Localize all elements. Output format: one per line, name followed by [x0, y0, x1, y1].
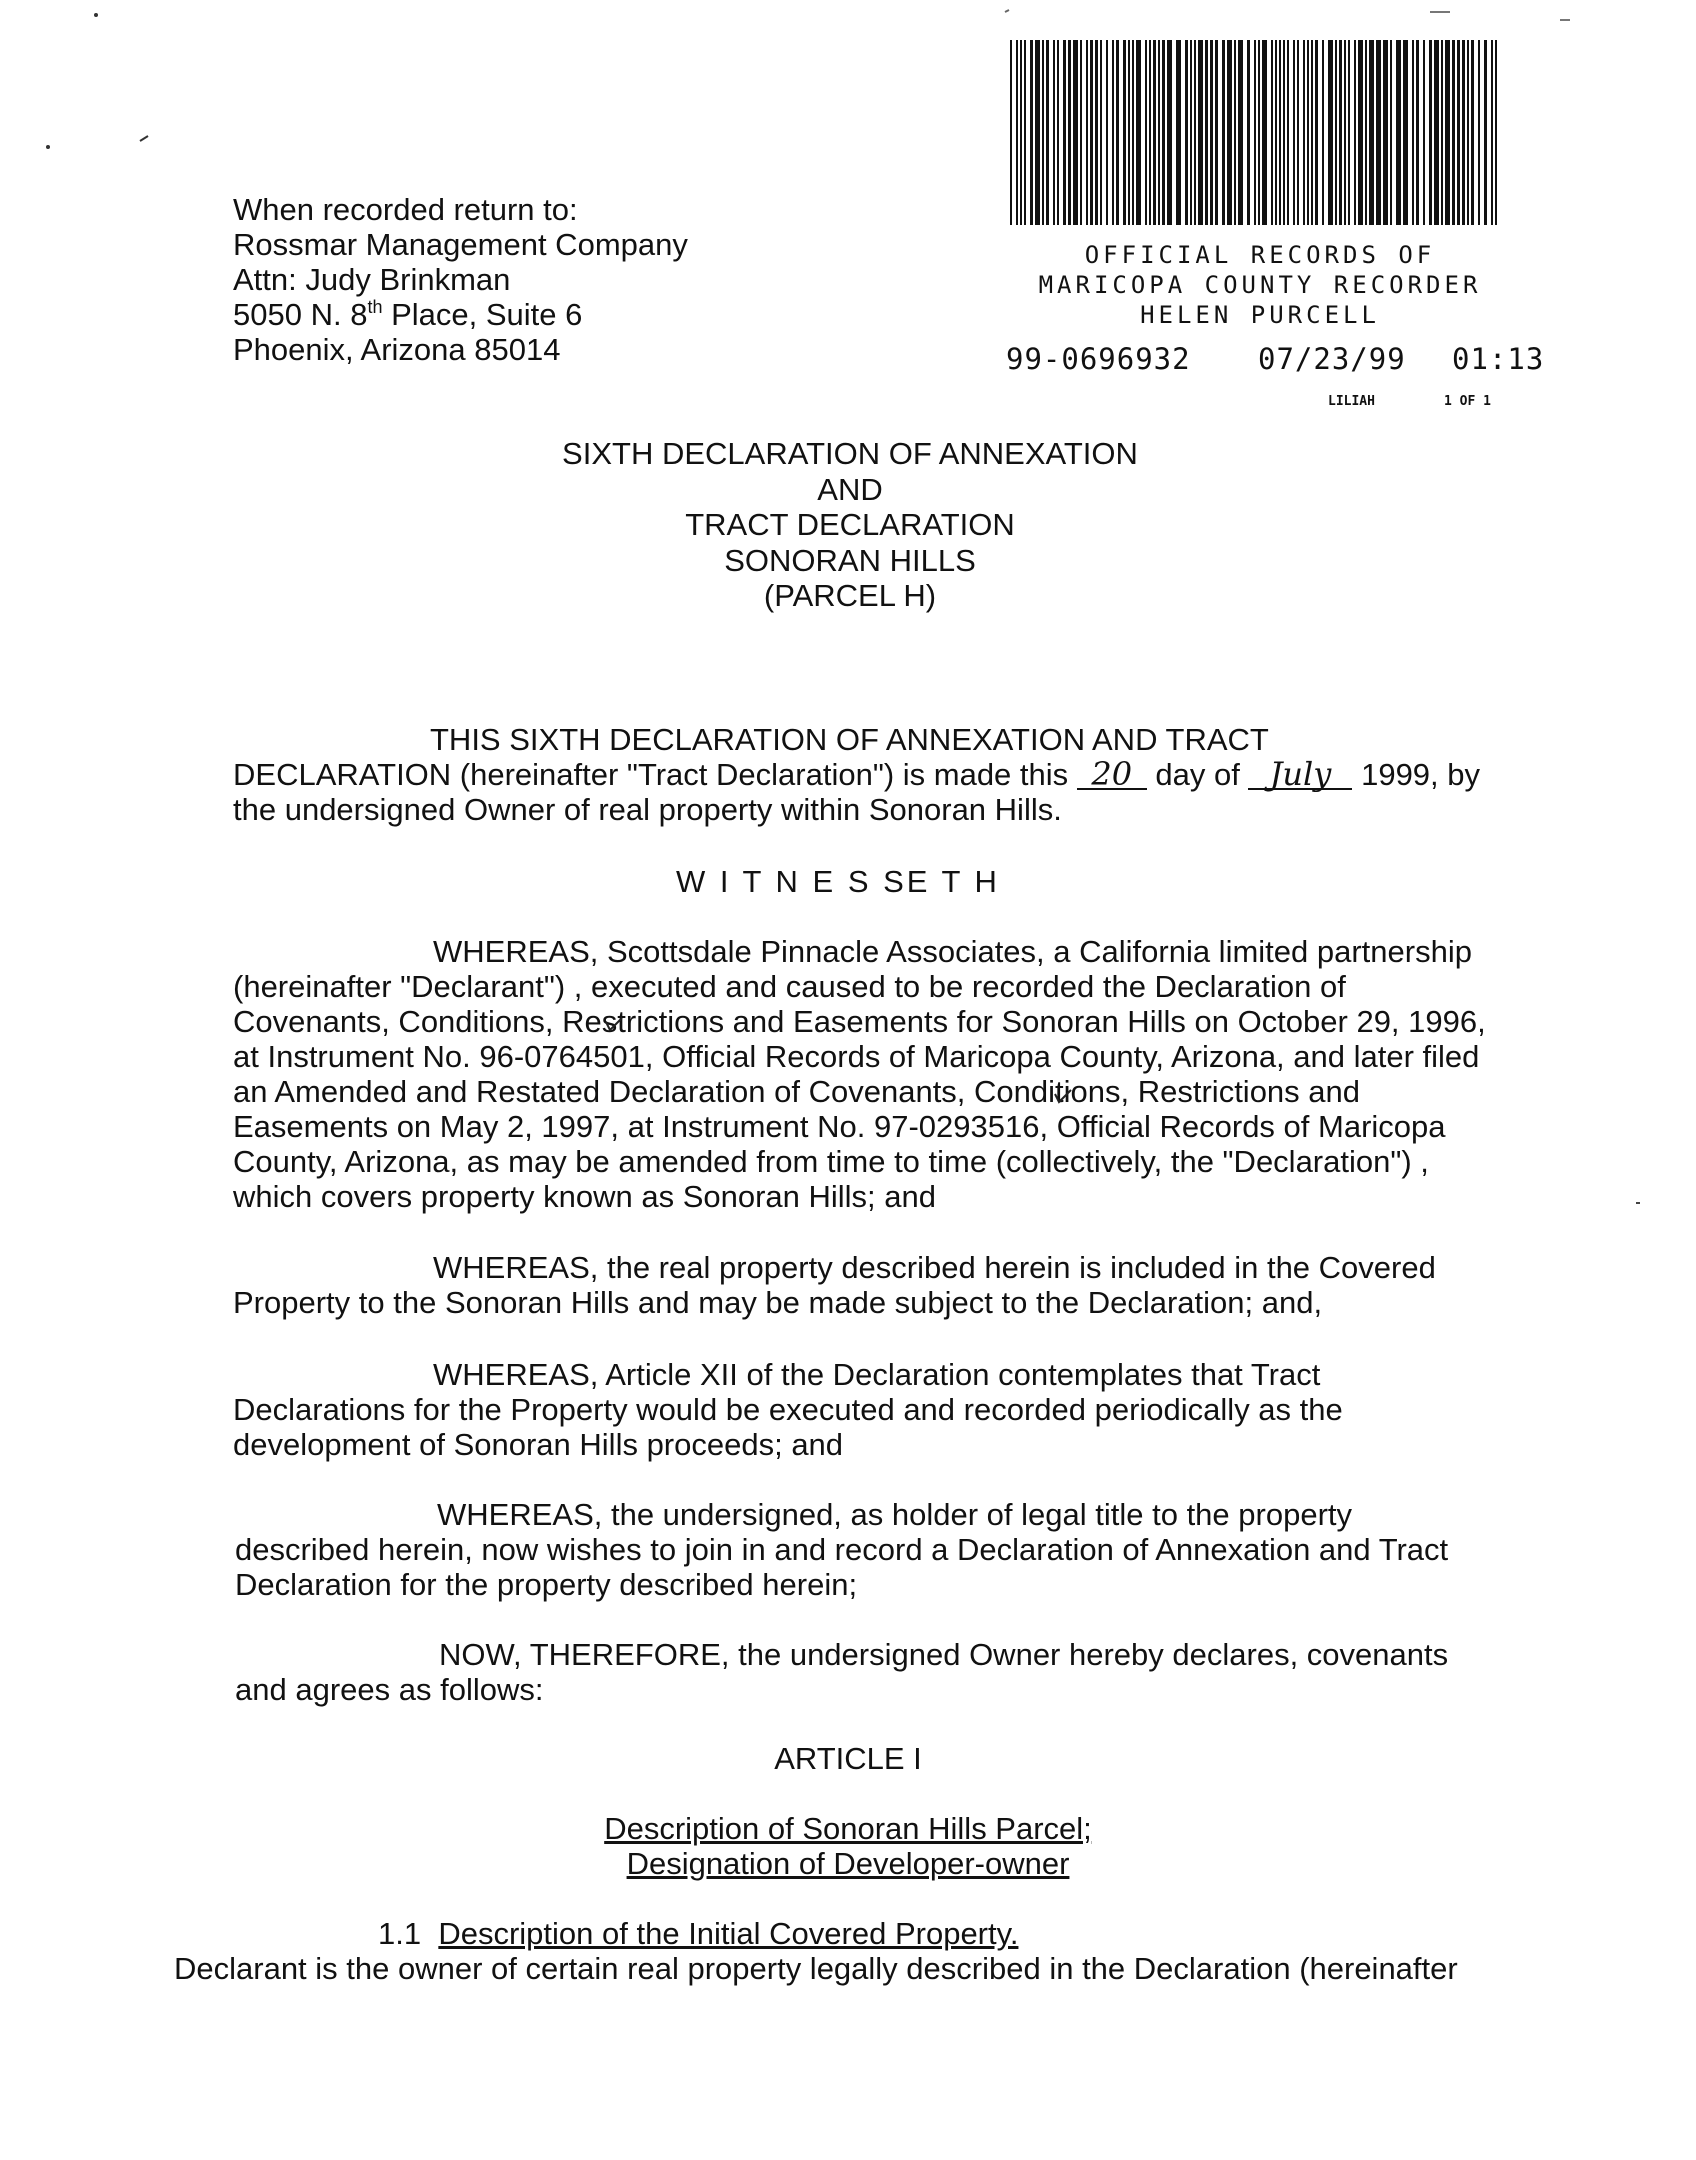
barcode-bar	[1030, 40, 1033, 225]
barcode-bar	[1053, 40, 1055, 225]
barcode-bar	[1416, 40, 1419, 225]
barcode-bar	[1335, 40, 1337, 225]
whereas4-line: Declaration for the property described herein;	[235, 1567, 858, 1602]
barcode-bar	[1123, 40, 1126, 225]
barcode-bar	[1073, 40, 1078, 225]
barcode-bar	[1247, 40, 1250, 225]
section-title: Description of the Initial Covered Property.	[438, 1916, 1019, 1951]
barcode-bar	[1167, 40, 1172, 225]
barcode-bar	[1158, 40, 1160, 225]
barcode-bar	[1198, 40, 1203, 225]
barcode-bar	[1445, 40, 1450, 225]
barcode-bar	[1149, 40, 1151, 225]
whereas1-line: which covers property known as Sonoran Hills; and	[233, 1179, 937, 1214]
section-number: 1.1	[378, 1916, 422, 1951]
whereas2-line: Property to the Sonoran Hills and may be made subject to the Declaration; and,	[233, 1285, 1323, 1320]
barcode-bar	[1339, 40, 1342, 225]
barcode-bar	[1495, 40, 1497, 225]
recording-date: 07/23/99	[1258, 342, 1406, 376]
whereas1-line: WHEREAS, Scottsdale Pinnacle Associates, a California limited partnership	[433, 934, 1472, 969]
title-line-2: AND	[817, 471, 883, 507]
barcode-bar	[1307, 40, 1309, 225]
barcode-bar	[1262, 40, 1267, 225]
barcode-bar	[1376, 40, 1381, 225]
witnesseth-heading: W I T N E S SE T H	[676, 864, 1000, 899]
barcode-bar	[1383, 40, 1388, 225]
barcode-bar	[1063, 40, 1066, 225]
barcode-bar	[1365, 40, 1367, 225]
whereas-paragraph-3	[233, 1357, 1343, 1462]
barcode-bar	[1132, 40, 1134, 225]
whereas4-line: WHEREAS, the undersigned, as holder of legal title to the property	[437, 1497, 1352, 1532]
barcode-bar	[1095, 40, 1098, 225]
barcode-bar	[1403, 40, 1408, 225]
barcode-bar	[1348, 40, 1350, 225]
recording-line-2: MARICOPA COUNTY RECORDER	[1038, 271, 1482, 299]
article-subheading-2: Designation of Developer-owner	[626, 1846, 1070, 1881]
barcode-bar	[1046, 40, 1049, 225]
barcode-bar	[1136, 40, 1141, 225]
barcode-bar	[1429, 40, 1432, 225]
handwritten-day: 20	[1077, 760, 1147, 790]
barcode-bar	[1238, 40, 1243, 225]
return-line-5: Phoenix, Arizona 85014	[233, 332, 561, 367]
whereas3-line: WHEREAS, Article XII of the Declaration contemplates that Tract	[433, 1357, 1321, 1392]
now-therefore-paragraph	[235, 1637, 1448, 1707]
whereas-paragraph-2	[233, 1250, 1436, 1320]
barcode-bar	[1106, 40, 1108, 225]
barcode-bar	[1258, 40, 1260, 225]
barcode-bar	[1254, 40, 1256, 225]
barcode-bar	[1024, 40, 1026, 225]
whereas-paragraph-4	[235, 1497, 1448, 1602]
return-line-2: Rossmar Management Company	[233, 227, 688, 262]
barcode-bar	[1471, 40, 1474, 225]
recording-stamp	[1010, 240, 1510, 330]
article-heading: ARTICLE I	[774, 1741, 922, 1776]
barcode-bar	[1100, 40, 1102, 225]
whereas1-line: at Instrument No. 96-0764501, Official Records of Maricopa County, Arizona, and later filed	[233, 1039, 1480, 1074]
barcode-bar	[1484, 40, 1487, 225]
whereas1-line: County, Arizona, as may be amended from time to time (collectively, the "Declaration") ,	[233, 1144, 1429, 1179]
return-line-4: 5050 N. 8th Place, Suite 6	[233, 297, 583, 332]
barcode-bar	[1010, 40, 1012, 225]
barcode-bar	[1434, 40, 1439, 225]
barcode-bar	[1112, 40, 1114, 225]
barcode-bar	[1190, 40, 1192, 225]
barcode-bar	[1315, 40, 1318, 225]
barcode-bar	[1227, 40, 1232, 225]
recording-line-1: OFFICIAL RECORDS OF	[1084, 241, 1436, 269]
barcode-bar	[1390, 40, 1392, 225]
barcode-bar	[1311, 40, 1313, 225]
barcode-bar	[1042, 40, 1044, 225]
barcode-bar	[1128, 40, 1130, 225]
barcode-bar	[1441, 40, 1443, 225]
barcode-bar	[1297, 40, 1299, 225]
barcode-bar	[1322, 40, 1324, 225]
whereas2-line: WHEREAS, the real property described herein is included in the Covered	[433, 1250, 1436, 1285]
barcode-bar	[1303, 40, 1305, 225]
barcode-bar	[1396, 40, 1401, 225]
barcode-bar	[1283, 40, 1285, 225]
barcode-bar	[1153, 40, 1156, 225]
whereas-paragraph-1	[233, 934, 1486, 1214]
barcode-bar	[1462, 40, 1465, 225]
barcode-bar	[1491, 40, 1493, 225]
barcode-bar	[1452, 40, 1455, 225]
whereas1-line: (hereinafter "Declarant") , executed and caused to be recorded the Declaration of	[233, 969, 1346, 1004]
title-line-3: TRACT DECLARATION	[685, 507, 1015, 542]
barcode-bar	[1222, 40, 1225, 225]
barcode	[1008, 40, 1504, 225]
barcode-bar	[1176, 40, 1181, 225]
barcode-bar	[1234, 40, 1236, 225]
barcode-bar	[1080, 40, 1082, 225]
barcode-bar	[1275, 40, 1277, 225]
barcode-bar	[1478, 40, 1480, 225]
whereas1-line: Easements on May 2, 1997, at Instrument No. 97-0293516, Official Records of Maricopa	[233, 1109, 1446, 1144]
now-therefore-line: and agrees as follows:	[235, 1672, 544, 1707]
handwritten-month: July	[1248, 760, 1352, 790]
intro-line-3: the undersigned Owner of real property within Sonoran Hills.	[233, 792, 1062, 827]
barcode-bar	[1145, 40, 1147, 225]
recording-page: 1 OF 1	[1444, 394, 1491, 409]
document-number: 99-0696932	[1006, 342, 1191, 376]
title-line-5: (PARCEL H)	[763, 578, 937, 613]
barcode-bar	[1068, 40, 1071, 225]
return-line-1: When recorded return to:	[233, 192, 578, 227]
barcode-bar	[1287, 40, 1289, 225]
recording-line-3: HELEN PURCELL	[1140, 301, 1380, 329]
barcode-bar	[1210, 40, 1213, 225]
return-address-block	[233, 192, 688, 367]
barcode-bar	[1116, 40, 1119, 225]
barcode-bar	[1194, 40, 1196, 225]
barcode-bar	[1205, 40, 1208, 225]
barcode-bar	[1279, 40, 1281, 225]
barcode-bar	[1020, 40, 1022, 225]
whereas3-line: Declarations for the Property would be executed and recorded periodically as the	[233, 1392, 1343, 1427]
barcode-bar	[1185, 40, 1188, 225]
whereas1-line: Covenants, Conditions, Restrictions and Easements for Sonoran Hills on October 29, 1996,	[233, 1004, 1486, 1039]
title-line-4: SONORAN HILLS	[724, 542, 976, 578]
barcode-bar	[1412, 40, 1414, 225]
barcode-bar	[1162, 40, 1165, 225]
whereas4-line: described herein, now wishes to join in and record a Declaration of Annexation and Tract	[235, 1532, 1449, 1567]
barcode-bar	[1369, 40, 1374, 225]
recording-clerk: LILIAH	[1328, 394, 1375, 409]
intro-line-1: THIS SIXTH DECLARATION OF ANNEXATION AND TRACT	[430, 722, 1269, 757]
document-title	[500, 436, 1200, 614]
whereas3-line: development of Sonoran Hills proceeds; and	[233, 1427, 844, 1462]
now-therefore-line: NOW, THEREFORE, the undersigned Owner hereby declares, covenants	[439, 1637, 1449, 1672]
barcode-bar	[1344, 40, 1346, 225]
barcode-bar	[1358, 40, 1363, 225]
barcode-bar	[1057, 40, 1059, 225]
intro-line-2: DECLARATION (hereinafter "Tract Declaration") is made this 20 day of July 1999, by	[233, 755, 1481, 793]
barcode-bar	[1328, 40, 1333, 225]
section-heading	[378, 1916, 1018, 1951]
barcode-bar	[1271, 40, 1273, 225]
barcode-bar	[1467, 40, 1469, 225]
barcode-bar	[1215, 40, 1218, 225]
barcode-bar	[1354, 40, 1356, 225]
barcode-bar	[1086, 40, 1088, 225]
recording-time: 01:13	[1452, 342, 1545, 376]
barcode-bar	[1035, 40, 1040, 225]
barcode-bar	[1423, 40, 1425, 225]
title-line-1: SIXTH DECLARATION OF ANNEXATION	[562, 436, 1138, 471]
article-subheading-1: Description of Sonoran Hills Parcel;	[604, 1811, 1092, 1846]
body-last-line: Declarant is the owner of certain real property legally described in the Declaration (hereinafter	[174, 1951, 1458, 1986]
barcode-bar	[1090, 40, 1093, 225]
return-line-3: Attn: Judy Brinkman	[233, 262, 511, 297]
barcode-bar	[1457, 40, 1460, 225]
barcode-bar	[1293, 40, 1295, 225]
barcode-bar	[1016, 40, 1018, 225]
whereas1-line: an Amended and Restated Declaration of Covenants, Conditions, Restrictions and	[233, 1074, 1361, 1109]
